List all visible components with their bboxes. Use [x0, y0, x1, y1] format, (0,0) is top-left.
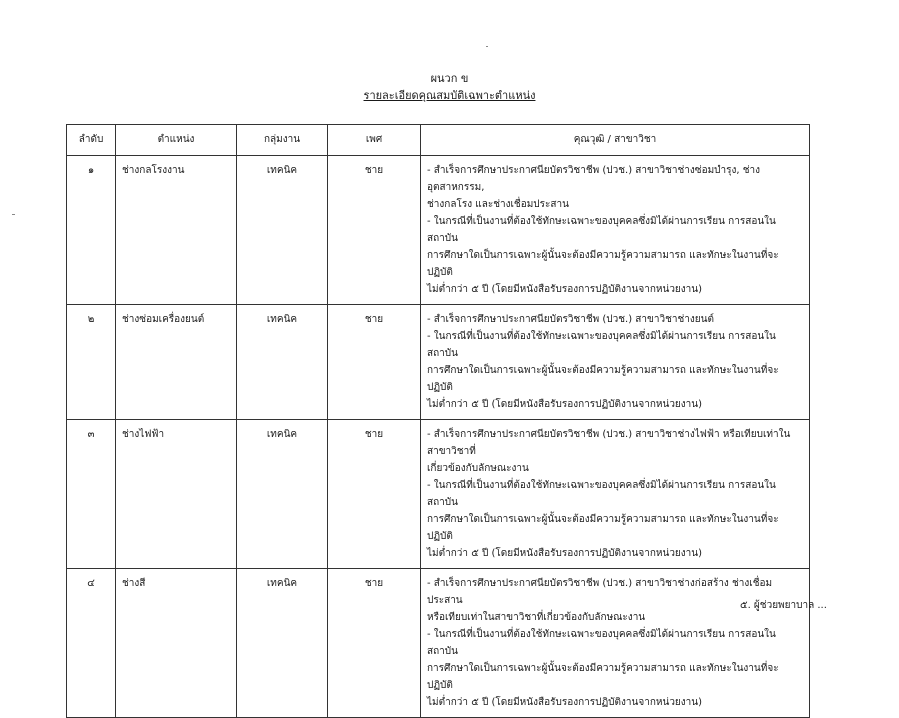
- qualification-line: การศึกษาใดเป็นการเฉพาะผู้นั้นจะต้องมีความรู้ความสามารถ และทักษะในงานที่จะปฏิบัติ: [427, 250, 779, 278]
- cell-sex: ชาย: [328, 569, 421, 718]
- qualification-line: การศึกษาใดเป็นการเฉพาะผู้นั้นจะต้องมีความรู้ความสามารถ และทักษะในงานที่จะปฏิบัติ: [427, 365, 779, 393]
- qualification-line: การศึกษาใดเป็นการเฉพาะผู้นั้นจะต้องมีความรู้ความสามารถ และทักษะในงานที่จะปฏิบัติ: [427, 663, 779, 691]
- qualification-line: - สำเร็จการศึกษาประกาศนียบัตรวิชาชีพ (ปวช.) สาขาวิชาช่างยนต์: [427, 314, 714, 325]
- qualification-line: ไม่ต่ำกว่า ๕ ปี (โดยมีหนังสือรับรองการปฏิบัติงานจากหน่วยงาน): [427, 399, 703, 410]
- cell-qualification: [421, 420, 810, 569]
- qualification-line: - ในกรณีที่เป็นงานที่ต้องใช้ทักษะเฉพาะของบุคคลซึ่งมิได้ผ่านการเรียน การสอนในสถาบัน: [427, 331, 776, 359]
- scan-speck: [12, 214, 15, 215]
- qualification-line: การศึกษาใดเป็นการเฉพาะผู้นั้นจะต้องมีความรู้ความสามารถ และทักษะในงานที่จะปฏิบัติ: [427, 514, 779, 542]
- table-row: [67, 156, 810, 305]
- table-row: [67, 305, 810, 420]
- cell-no: ๔: [67, 569, 116, 718]
- table-row: [67, 569, 810, 718]
- qualification-line: ไม่ต่ำกว่า ๕ ปี (โดยมีหนังสือรับรองการปฏิบัติงานจากหน่วยงาน): [427, 284, 703, 295]
- cell-no: ๑: [67, 156, 116, 305]
- cell-sex: ชาย: [328, 420, 421, 569]
- continuation-note: ๕. ผู้ช่วยพยาบาล ...: [740, 600, 827, 611]
- col-header-sex: เพศ: [328, 125, 421, 156]
- cell-qualification: [421, 569, 810, 718]
- qualification-line: - สำเร็จการศึกษาประกาศนียบัตรวิชาชีพ (ปวช.) สาขาวิชาช่างซ่อมบำรุง, ช่างอุตสาหกรรม,: [427, 165, 761, 193]
- table-header-row: [67, 125, 810, 156]
- cell-qualification: [421, 305, 810, 420]
- cell-position: ช่างสี: [116, 569, 237, 718]
- title-block: [0, 70, 899, 104]
- cell-group: เทคนิค: [237, 569, 328, 718]
- cell-no: ๓: [67, 420, 116, 569]
- qualification-line: ไม่ต่ำกว่า ๕ ปี (โดยมีหนังสือรับรองการปฏิบัติงานจากหน่วยงาน): [427, 697, 703, 708]
- qualification-line: ช่างกลโรง และช่างเชื่อมประสาน: [427, 199, 569, 210]
- scan-speck: [486, 46, 488, 47]
- qualification-line: ไม่ต่ำกว่า ๕ ปี (โดยมีหนังสือรับรองการปฏิบัติงานจากหน่วยงาน): [427, 548, 703, 559]
- qualification-table: [66, 124, 810, 718]
- col-header-no: ลำดับ: [67, 125, 116, 156]
- cell-no: ๒: [67, 305, 116, 420]
- annex-title: ผนวก ข: [430, 72, 469, 85]
- qualification-line: หรือเทียบเท่าในสาขาวิชาที่เกี่ยวข้องกับลักษณะงาน: [427, 612, 646, 623]
- qualification-line: - ในกรณีที่เป็นงานที่ต้องใช้ทักษะเฉพาะของบุคคลซึ่งมิได้ผ่านการเรียน การสอนในสถาบัน: [427, 480, 776, 508]
- cell-sex: ชาย: [328, 305, 421, 420]
- qualification-line: - สำเร็จการศึกษาประกาศนียบัตรวิชาชีพ (ปวช.) สาขาวิชาช่างก่อสร้าง ช่างเชื่อมประสาน: [427, 578, 773, 606]
- annex-subtitle: รายละเอียดคุณสมบัติเฉพาะตำแหน่ง: [363, 89, 536, 102]
- qualification-line: - ในกรณีที่เป็นงานที่ต้องใช้ทักษะเฉพาะของบุคคลซึ่งมิได้ผ่านการเรียน การสอนในสถาบัน: [427, 216, 776, 244]
- col-header-group: กลุ่มงาน: [237, 125, 328, 156]
- cell-group: เทคนิค: [237, 420, 328, 569]
- col-header-position: ตำแหน่ง: [116, 125, 237, 156]
- cell-position: ช่างกลโรงงาน: [116, 156, 237, 305]
- col-header-qualification: คุณวุฒิ / สาขาวิชา: [421, 125, 810, 156]
- cell-qualification: [421, 156, 810, 305]
- cell-sex: ชาย: [328, 156, 421, 305]
- cell-group: เทคนิค: [237, 156, 328, 305]
- cell-position: ช่างซ่อมเครื่องยนต์: [116, 305, 237, 420]
- qualification-line: - ในกรณีที่เป็นงานที่ต้องใช้ทักษะเฉพาะของบุคคลซึ่งมิได้ผ่านการเรียน การสอนในสถาบัน: [427, 629, 776, 657]
- table-row: [67, 420, 810, 569]
- cell-group: เทคนิค: [237, 305, 328, 420]
- cell-position: ช่างไฟฟ้า: [116, 420, 237, 569]
- qualification-line: เกี่ยวข้องกับลักษณะงาน: [427, 463, 529, 474]
- qualification-line: - สำเร็จการศึกษาประกาศนียบัตรวิชาชีพ (ปวช.) สาขาวิชาช่างไฟฟ้า หรือเทียบเท่าในสาขาวิชาที่: [427, 429, 791, 457]
